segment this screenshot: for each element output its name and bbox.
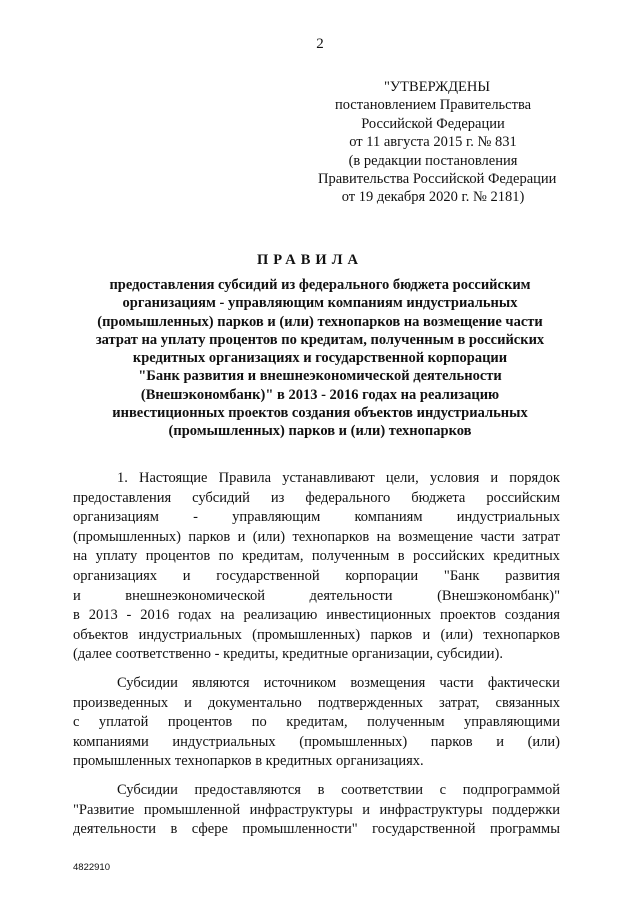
word: (или) (527, 733, 560, 750)
word: кредитам, (286, 714, 348, 731)
word: устанавливают (282, 470, 375, 486)
approval-stamp (318, 78, 557, 207)
word: корпорации (345, 567, 419, 584)
word: - (193, 509, 198, 526)
word: технопарков (292, 528, 370, 545)
word: и (362, 801, 370, 818)
word: государственной (372, 821, 476, 838)
approval-line: постановлением Правительства (334, 97, 532, 114)
paragraph-line (73, 713, 560, 733)
word: фактически (487, 674, 560, 691)
word: полученным (311, 548, 390, 565)
word: уплату (95, 548, 138, 565)
word: 2016 (140, 607, 170, 624)
word: инвестиционных (326, 607, 432, 624)
word: деятельности (309, 587, 393, 604)
word: цели, (385, 470, 419, 486)
word: и (182, 567, 191, 584)
word: деятельности (73, 821, 157, 838)
paragraph-line (73, 567, 560, 587)
paragraph-line (73, 820, 560, 840)
word: внешнеэкономической (125, 587, 265, 604)
subtitle-line: (промышленных) парков и (или) технопарков (168, 423, 472, 440)
word: организациях (73, 567, 158, 584)
word: реализацию (243, 607, 318, 624)
word: управляющими (464, 714, 560, 731)
paragraph-line (73, 733, 560, 753)
word: компаниями (73, 733, 149, 750)
paragraph-line (73, 528, 560, 548)
word: проектов (439, 607, 496, 624)
word: предоставляются (194, 781, 301, 798)
word: промышленной (143, 801, 241, 818)
paragraph-3 (73, 781, 560, 840)
word: и (490, 470, 499, 486)
word: документально (207, 694, 302, 711)
subtitle-line: инвестиционных проектов создания объектов индустриальных (112, 405, 528, 422)
document-subtitle (70, 276, 570, 441)
word: на (376, 528, 391, 545)
word: индустриальных (456, 509, 560, 526)
word: части (439, 674, 474, 691)
word: Настоящие (139, 470, 208, 486)
paragraph-line (73, 547, 560, 567)
word: компаниям (354, 509, 423, 526)
word: индустриальных (172, 733, 276, 750)
word: 2013 (88, 607, 118, 624)
word: Правила (218, 470, 272, 486)
word: из (270, 489, 285, 506)
word: уплатой (98, 714, 149, 731)
word: технопарков (483, 626, 560, 643)
word: государственной (216, 567, 320, 584)
word: индустриальных (138, 626, 242, 643)
paragraph-line (73, 694, 560, 714)
subtitle-line: "Банк развития и внешнеэкономической деятельности (138, 368, 502, 385)
paragraph-line: (далее соответственно - кредиты, кредитные организации, субсидии). (73, 646, 504, 663)
approval-line: "УТВЕРЖДЕНЫ (384, 79, 490, 95)
word: и (496, 733, 504, 750)
word: управляющим (232, 509, 321, 526)
paragraph-line (73, 674, 560, 694)
word: кредитных (493, 548, 560, 565)
word: (Внешэкономбанк)" (437, 587, 560, 604)
paragraph-line (73, 469, 560, 489)
word: Субсидии (117, 674, 178, 691)
word: возмещения (350, 674, 426, 691)
word: парков (370, 626, 413, 643)
body-text (73, 469, 560, 849)
word: процентов (167, 714, 233, 731)
word: субсидий (192, 489, 250, 506)
word: кредитам, (242, 548, 304, 565)
page-number: 2 (316, 36, 324, 52)
paragraph-2 (73, 674, 560, 772)
word: произведенных (73, 694, 169, 711)
word: по (251, 714, 267, 731)
paragraph-line (73, 508, 560, 528)
word: парков (430, 733, 473, 750)
word: программы (489, 821, 560, 838)
word: и (422, 626, 431, 643)
subtitle-line: (промышленных) парков и (или) технопарков на возмещение части (97, 313, 543, 330)
word: бюджета (411, 489, 466, 506)
word: (или) (252, 528, 286, 545)
document-code: 4822910 (73, 862, 110, 873)
word: в (73, 607, 80, 624)
word: порядок (509, 470, 560, 486)
word: российским (486, 489, 560, 506)
word: связанных (495, 694, 560, 711)
word: 1. (117, 470, 128, 486)
word: и (237, 528, 246, 545)
word: по (218, 548, 234, 565)
subtitle-line: организациям - управляющим компаниям индустриальных (122, 295, 518, 312)
paragraph-1 (73, 469, 560, 665)
word: источником (263, 674, 337, 691)
word: "Банк (443, 567, 480, 584)
paragraph-line (73, 626, 560, 646)
word: федерального (305, 489, 391, 506)
subtitle-line: предоставления субсидий из федерального бюджета российским (109, 277, 531, 293)
word: и (73, 587, 81, 604)
word: на (220, 607, 235, 624)
word: организациям (73, 509, 159, 526)
word: являются (192, 674, 250, 691)
word: инфраструктуры (379, 801, 483, 818)
word: на (73, 548, 88, 565)
document-title: ПРАВИЛА (257, 252, 363, 268)
word: (промышленных) (252, 626, 361, 643)
paragraph-line (73, 801, 560, 821)
word: полученным (367, 714, 445, 731)
word: возмещение (398, 528, 473, 545)
word: с (73, 714, 80, 731)
approval-line: от 19 декабря 2020 г. № 2181) (341, 189, 525, 206)
paragraph-line (73, 587, 560, 607)
subtitle-line: (Внешэкономбанк)" в 2013 - 2016 годах на реализацию (140, 386, 500, 403)
word: и (184, 694, 192, 711)
word: промышленности" (242, 821, 358, 838)
word: "Развитие (73, 801, 135, 818)
paragraph-line (73, 781, 560, 801)
word: в (317, 781, 325, 798)
approval-line: Российской Федерации (361, 115, 505, 132)
paragraph-line (73, 606, 560, 626)
word: условия (429, 470, 480, 486)
word: процентов (145, 548, 211, 565)
word: затрат (521, 528, 560, 545)
word: Субсидии (117, 781, 178, 798)
word: (промышленных) (73, 528, 181, 545)
word: подтвержденных (317, 694, 423, 711)
word: сфере (191, 821, 228, 838)
word: соответствии (341, 781, 424, 798)
word: подпрограммой (462, 781, 560, 798)
approval-line: Правительства Российской Федерации (318, 171, 557, 188)
word: российских (413, 548, 485, 565)
word: развития (505, 567, 560, 584)
word: затрат, (439, 694, 480, 711)
word: - (126, 607, 132, 624)
word: в (170, 821, 178, 838)
subtitle-line: затрат на уплату процентов по кредитам, полученным в российских (95, 331, 545, 348)
word: инфраструктуры (249, 801, 353, 818)
subtitle-line: кредитных организациях и государственной корпорации (132, 350, 508, 367)
word: годах (178, 607, 212, 624)
word: парков (188, 528, 231, 545)
word: предоставления (73, 489, 172, 506)
word: объектов (73, 626, 129, 643)
word: части (480, 528, 515, 545)
paragraph-line: промышленных технопарков в кредитных организациях. (73, 753, 424, 770)
approval-line: от 11 августа 2015 г. № 831 (349, 134, 517, 151)
word: (или) (440, 626, 473, 643)
word: (промышленных) (299, 733, 408, 750)
word: в (397, 548, 405, 565)
word: поддержки (492, 801, 560, 818)
word: создания (504, 607, 560, 624)
word: с (439, 781, 447, 798)
approval-line: (в редакции постановления (348, 152, 518, 169)
paragraph-line (73, 489, 560, 509)
